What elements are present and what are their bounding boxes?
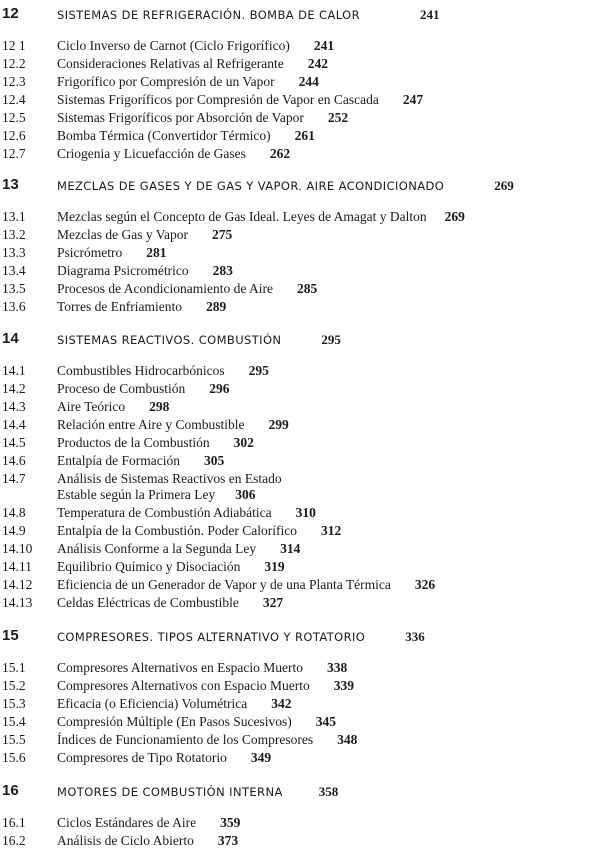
section-page: 252 (327, 110, 349, 125)
section-title (57, 209, 465, 225)
chapter-title-text: MOTORES DE COMBUSTIÓN INTERNA (57, 785, 283, 799)
chapter-title (57, 332, 341, 348)
section-title (57, 750, 271, 766)
section-number: 15.4 (2, 714, 26, 729)
section-title-text: Ciclo Inverso de Carnot (Ciclo Frigorífico) (57, 38, 290, 53)
section-title-text: Psicrómetro (57, 245, 123, 260)
section-page: 247 (402, 92, 424, 107)
section-number: 14.4 (2, 417, 26, 432)
section-page: 299 (268, 417, 289, 432)
section-title (57, 263, 233, 279)
section-entry (0, 74, 600, 92)
section-page: 359 (220, 815, 241, 830)
section-page: 296 (209, 381, 230, 396)
section-entry (0, 714, 600, 732)
section-entry (0, 399, 600, 417)
section-title (57, 381, 230, 397)
section-number: 14.3 (2, 399, 26, 414)
section-page: 283 (212, 263, 233, 278)
section-title (57, 128, 315, 144)
section-entry (0, 209, 600, 227)
section-page: 312 (320, 523, 342, 538)
section-number: 13.2 (2, 227, 26, 242)
section-page: 373 (217, 833, 239, 848)
section-title-text: Análisis Conforme a la Segunda Ley (57, 541, 257, 556)
section-title (57, 435, 254, 451)
section-title-text: Compresores de Tipo Rotatorio (57, 750, 227, 765)
section-title-text: Procesos de Acondicionamiento de Aire (57, 281, 273, 296)
chapter-header (0, 627, 600, 649)
section-entry (0, 696, 600, 714)
section-title-text: Consideraciones Relativas al Refrigerante (57, 56, 284, 71)
section-title (57, 146, 290, 162)
section-title-text: Combustibles Hidrocarbónicos (57, 363, 225, 378)
section-title-text: Diagrama Psicrométrico (57, 263, 189, 278)
section-entry (0, 435, 600, 453)
section-number: 12.4 (2, 92, 26, 107)
section-title-text: Proceso de Combustión (57, 381, 186, 396)
section-title-text: Eficiencia de un Generador de Vapor y de una Planta Térmica (57, 577, 391, 592)
section-title-text: Bomba Térmica (Convertidor Térmico) (57, 128, 271, 143)
section-title (57, 453, 224, 469)
chapter-13 (0, 176, 600, 317)
section-title (57, 815, 240, 831)
section-title (57, 732, 357, 748)
section-title (57, 245, 167, 261)
chapter-title-text: SISTEMAS DE REFRIGERACIÓN. BOMBA DE CALOR (57, 8, 360, 22)
section-title (57, 696, 292, 712)
chapter-title (57, 784, 338, 800)
section-number: 13.6 (2, 299, 26, 314)
section-page: 327 (262, 595, 284, 610)
section-title (57, 595, 283, 611)
chapter-title (57, 629, 425, 645)
section-entry (0, 660, 600, 678)
chapter-title-text: SISTEMAS REACTIVOS. COMBUSTIÓN (57, 333, 282, 347)
section-title-text: Análisis de Ciclo Abierto (57, 833, 194, 848)
section-title (57, 92, 423, 108)
section-title (57, 541, 300, 557)
section-title (57, 56, 328, 72)
section-title-text: Productos de la Combustión (57, 435, 210, 450)
section-page: 244 (298, 74, 319, 89)
section-number: 12.5 (2, 110, 26, 125)
chapter-page: 269 (494, 178, 514, 193)
section-title-text: Compresores Alternativos en Espacio Muerto (57, 660, 303, 675)
section-title-text: Torres de Enfriamiento (57, 299, 183, 314)
section-title (57, 227, 232, 243)
section-entry (0, 299, 600, 317)
section-title-text: Criogenia y Licuefacción de Gases (57, 146, 246, 161)
section-number: 12.6 (2, 128, 26, 143)
chapter-title (57, 7, 440, 23)
section-entry (0, 92, 600, 110)
section-number: 15.6 (2, 750, 26, 765)
chapter-title-text: MEZCLAS DE GASES Y DE GAS Y VAPOR. AIRE ACONDICIONADO (57, 179, 445, 193)
section-page: 348 (337, 732, 358, 747)
section-title-text: Equilibrio Químico y Disociación (57, 559, 241, 574)
section-page: 241 (313, 38, 335, 53)
chapter-number: 15 (2, 627, 19, 644)
section-page: 345 (315, 714, 336, 729)
section-page: 275 (211, 227, 233, 242)
section-entry (0, 281, 600, 299)
section-page: 314 (280, 541, 301, 556)
section-page: 349 (250, 750, 272, 765)
section-title-text: Temperatura de Combustión Adiabática (57, 505, 272, 520)
section-title-text: Compresión Múltiple (En Pasos Sucesivos) (57, 714, 292, 729)
section-title (57, 505, 316, 521)
section-number: 14.2 (2, 381, 26, 396)
section-title-text: Mezclas según el Concepto de Gas Ideal. Leyes de Amagat y Dalton (57, 209, 427, 224)
section-entry (0, 815, 600, 833)
chapter-title-text: COMPRESORES. TIPOS ALTERNATIVO Y ROTATORIO (57, 630, 366, 644)
section-number: 15.2 (2, 678, 26, 693)
section-title (57, 523, 341, 539)
section-entry (0, 559, 600, 577)
section-number: 14.12 (2, 577, 33, 592)
section-number: 13.3 (2, 245, 26, 260)
section-number: 14.8 (2, 505, 26, 520)
section-title-text: Entalpía de la Combustión. Poder Calorífico (57, 523, 297, 538)
section-entry (0, 227, 600, 245)
section-entry (0, 523, 600, 541)
chapter-header (0, 5, 600, 27)
section-page: 302 (233, 435, 254, 450)
section-page: 339 (333, 678, 354, 693)
section-entry (0, 577, 600, 595)
section-title (57, 714, 336, 730)
section-title-text: Eficacia (o Eficiencia) Volumétrica (57, 696, 248, 711)
chapter-page: 295 (321, 332, 341, 347)
section-title-text: Frigorífico por Compresión de un Vapor (57, 74, 275, 89)
section-number: 14.1 (2, 363, 26, 378)
section-title-text: Sistemas Frigoríficos por Absorción de Vapor (57, 110, 304, 125)
section-title-text-continued: Estable según la Primera Ley (57, 487, 216, 502)
chapter-header (0, 176, 600, 198)
section-number: 14.9 (2, 523, 26, 538)
chapter-number: 14 (2, 330, 19, 347)
section-list (0, 363, 600, 613)
section-title-text: Índices de Funcionamiento de los Compresores (57, 732, 314, 747)
chapter-page: 358 (318, 784, 339, 799)
section-page: 242 (307, 56, 329, 71)
section-entry (0, 595, 600, 613)
section-number: 14.6 (2, 453, 26, 468)
section-title (57, 833, 238, 849)
section-number: 12 1 (2, 38, 26, 53)
section-entry (0, 38, 600, 56)
section-entry (0, 732, 600, 750)
section-page: 262 (269, 146, 291, 161)
chapter-15 (0, 627, 600, 768)
section-entry (0, 505, 600, 523)
section-entry (0, 110, 600, 128)
section-entry (0, 245, 600, 263)
section-number: 13.1 (2, 209, 26, 224)
section-number: 14.10 (2, 541, 33, 556)
section-entry (0, 263, 600, 281)
section-page: 306 (235, 487, 256, 502)
chapter-header (0, 782, 600, 804)
section-page: 285 (296, 281, 318, 296)
chapter-number: 13 (2, 176, 19, 193)
section-number: 14.5 (2, 435, 26, 450)
section-page: 338 (326, 660, 348, 675)
section-page: 310 (295, 505, 316, 520)
section-list (0, 38, 600, 164)
section-title (57, 399, 169, 415)
section-title (57, 660, 347, 676)
section-title (57, 299, 226, 315)
section-title (57, 363, 269, 379)
section-entry (0, 678, 600, 696)
section-title (57, 417, 289, 433)
section-page: 298 (149, 399, 170, 414)
section-entry (0, 833, 600, 851)
section-number: 12.7 (2, 146, 26, 161)
section-title-text: Celdas Eléctricas de Combustible (57, 595, 239, 610)
section-title-text: Ciclos Estándares de Aire (57, 815, 197, 830)
section-number: 14.13 (2, 595, 33, 610)
chapter-12 (0, 5, 600, 164)
section-title-text: Entalpía de Formación (57, 453, 180, 468)
section-entry (0, 128, 600, 146)
section-title (57, 281, 317, 297)
section-entry (0, 417, 600, 435)
section-page: 281 (146, 245, 167, 260)
section-title (57, 471, 282, 503)
section-title-text: Mezclas de Gas y Vapor (57, 227, 188, 242)
section-entry (0, 453, 600, 471)
section-page: 305 (203, 453, 225, 468)
section-page: 289 (206, 299, 227, 314)
section-title (57, 559, 285, 575)
chapter-title (57, 178, 514, 194)
section-title-text: Relación entre Aire y Combustible (57, 417, 245, 432)
section-title (57, 678, 354, 694)
section-entry (0, 363, 600, 381)
chapter-page: 241 (420, 7, 440, 22)
section-title (57, 74, 319, 90)
section-title-text: Aire Teórico (57, 399, 126, 414)
chapter-16 (0, 782, 600, 851)
section-number: 16.1 (2, 815, 26, 830)
section-page: 326 (414, 577, 436, 592)
section-title (57, 38, 334, 54)
section-entry (0, 750, 600, 768)
section-entry (0, 381, 600, 399)
section-page: 295 (248, 363, 269, 378)
section-number: 12.3 (2, 74, 26, 89)
section-title (57, 110, 348, 126)
section-page: 261 (294, 128, 315, 143)
chapter-page: 336 (405, 629, 425, 644)
section-number: 14.7 (2, 471, 26, 486)
chapter-header (0, 330, 600, 352)
section-title-text: Compresores Alternativos con Espacio Muerto (57, 678, 310, 693)
section-entry (0, 541, 600, 559)
section-list (0, 660, 600, 768)
section-number: 15.5 (2, 732, 26, 747)
section-entry (0, 471, 600, 505)
section-title-text: Análisis de Sistemas Reactivos en Estado (57, 471, 282, 486)
section-page: 319 (264, 559, 285, 574)
section-number: 13.4 (2, 263, 26, 278)
chapter-14 (0, 330, 600, 613)
section-entry (0, 56, 600, 74)
section-number: 13.5 (2, 281, 26, 296)
section-number: 14.11 (2, 559, 32, 574)
section-number: 15.3 (2, 696, 26, 711)
chapter-number: 12 (2, 5, 19, 22)
section-page: 269 (444, 209, 465, 224)
section-title-text: Sistemas Frigoríficos por Compresión de Vapor en Cascada (57, 92, 379, 107)
section-number: 16.2 (2, 833, 26, 848)
section-list (0, 209, 600, 317)
section-number: 15.1 (2, 660, 26, 675)
section-number: 12.2 (2, 56, 26, 71)
section-page: 342 (271, 696, 292, 711)
chapter-number: 16 (2, 782, 19, 799)
section-list (0, 815, 600, 851)
section-entry (0, 146, 600, 164)
section-title (57, 577, 435, 593)
